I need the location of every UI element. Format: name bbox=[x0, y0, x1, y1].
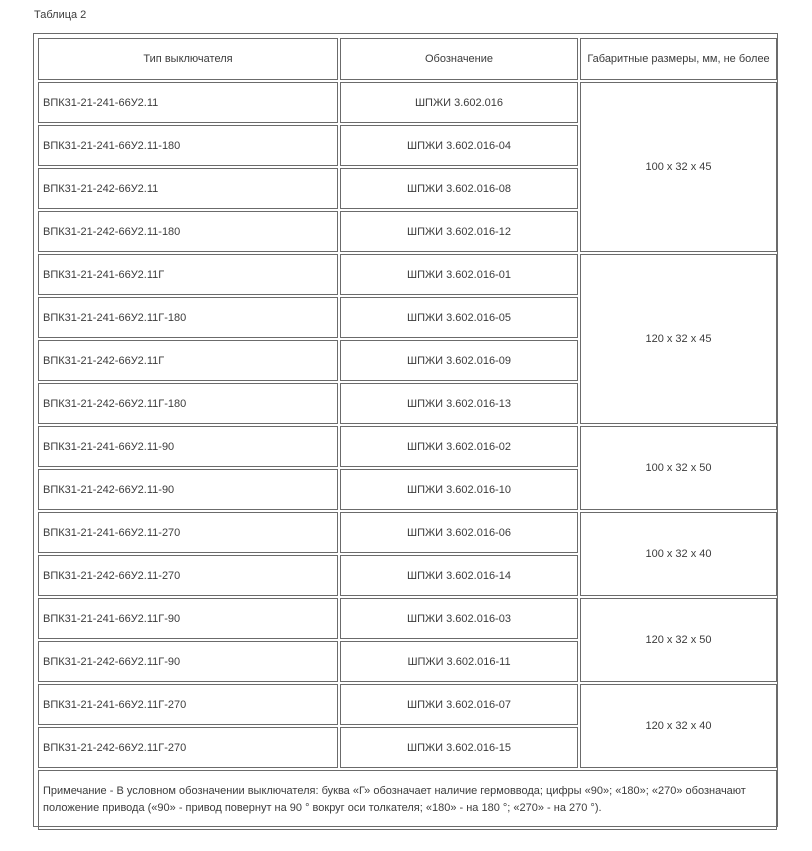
table-header-row bbox=[38, 38, 777, 80]
header-type: Тип выключателя bbox=[38, 38, 338, 80]
table-note-row bbox=[38, 770, 777, 830]
designation-cell: ШПЖИ 3.602.016-01 bbox=[340, 254, 578, 295]
header-dimensions: Габаритные размеры, мм, не более bbox=[580, 38, 777, 80]
designation-cell: ШПЖИ 3.602.016-03 bbox=[340, 598, 578, 639]
designation-cell: ШПЖИ 3.602.016-07 bbox=[340, 684, 578, 725]
switch-type-cell: ВПК31-21-241-66У2.11Г-180 bbox=[38, 297, 338, 338]
designation-cell: ШПЖИ 3.602.016-09 bbox=[340, 340, 578, 381]
dimensions-cell: 120 х 32 х 45 bbox=[580, 254, 777, 424]
designation-cell: ШПЖИ 3.602.016-14 bbox=[340, 555, 578, 596]
switch-type-cell: ВПК31-21-241-66У2.11-90 bbox=[38, 426, 338, 467]
table-row bbox=[38, 426, 777, 467]
dimensions-cell: 100 х 32 х 50 bbox=[580, 426, 777, 510]
designation-cell: ШПЖИ 3.602.016-12 bbox=[340, 211, 578, 252]
switch-type-cell: ВПК31-21-242-66У2.11Г-90 bbox=[38, 641, 338, 682]
switch-type-cell: ВПК31-21-242-66У2.11Г-180 bbox=[38, 383, 338, 424]
designation-cell: ШПЖИ 3.602.016-11 bbox=[340, 641, 578, 682]
table-row bbox=[38, 512, 777, 553]
switch-table bbox=[36, 36, 779, 832]
designation-cell: ШПЖИ 3.602.016-13 bbox=[340, 383, 578, 424]
designation-cell: ШПЖИ 3.602.016-04 bbox=[340, 125, 578, 166]
designation-cell: ШПЖИ 3.602.016-15 bbox=[340, 727, 578, 768]
table-row bbox=[38, 82, 777, 123]
table-caption: Таблица 2 bbox=[34, 9, 87, 21]
switch-type-cell: ВПК31-21-241-66У2.11-270 bbox=[38, 512, 338, 553]
table-row bbox=[38, 598, 777, 639]
table-row bbox=[38, 254, 777, 295]
header-designation: Обозначение bbox=[340, 38, 578, 80]
switch-type-cell: ВПК31-21-242-66У2.11Г-270 bbox=[38, 727, 338, 768]
switch-type-cell: ВПК31-21-241-66У2.11Г-270 bbox=[38, 684, 338, 725]
designation-cell: ШПЖИ 3.602.016-02 bbox=[340, 426, 578, 467]
table-note: Примечание - В условном обозначении выключателя: буква «Г» обозначает наличие гермоввода; цифры «90»; «180»; «270» обозначают положение привода («90» - привод повернут на 90 ° вокруг оси толкателя; «180» - на 180 °; «270» - на 270 °). bbox=[38, 770, 777, 830]
dimensions-cell: 120 х 32 х 50 bbox=[580, 598, 777, 682]
switch-type-cell: ВПК31-21-241-66У2.11Г bbox=[38, 254, 338, 295]
switch-type-cell: ВПК31-21-242-66У2.11-180 bbox=[38, 211, 338, 252]
switch-table-frame bbox=[33, 33, 778, 827]
switch-type-cell: ВПК31-21-241-66У2.11 bbox=[38, 82, 338, 123]
switch-type-cell: ВПК31-21-241-66У2.11-180 bbox=[38, 125, 338, 166]
switch-type-cell: ВПК31-21-241-66У2.11Г-90 bbox=[38, 598, 338, 639]
switch-type-cell: ВПК31-21-242-66У2.11-270 bbox=[38, 555, 338, 596]
designation-cell: ШПЖИ 3.602.016 bbox=[340, 82, 578, 123]
switch-type-cell: ВПК31-21-242-66У2.11-90 bbox=[38, 469, 338, 510]
table-row bbox=[38, 684, 777, 725]
designation-cell: ШПЖИ 3.602.016-06 bbox=[340, 512, 578, 553]
designation-cell: ШПЖИ 3.602.016-05 bbox=[340, 297, 578, 338]
switch-type-cell: ВПК31-21-242-66У2.11 bbox=[38, 168, 338, 209]
dimensions-cell: 100 х 32 х 40 bbox=[580, 512, 777, 596]
dimensions-cell: 100 х 32 х 45 bbox=[580, 82, 777, 252]
dimensions-cell: 120 х 32 х 40 bbox=[580, 684, 777, 768]
switch-type-cell: ВПК31-21-242-66У2.11Г bbox=[38, 340, 338, 381]
designation-cell: ШПЖИ 3.602.016-10 bbox=[340, 469, 578, 510]
designation-cell: ШПЖИ 3.602.016-08 bbox=[340, 168, 578, 209]
